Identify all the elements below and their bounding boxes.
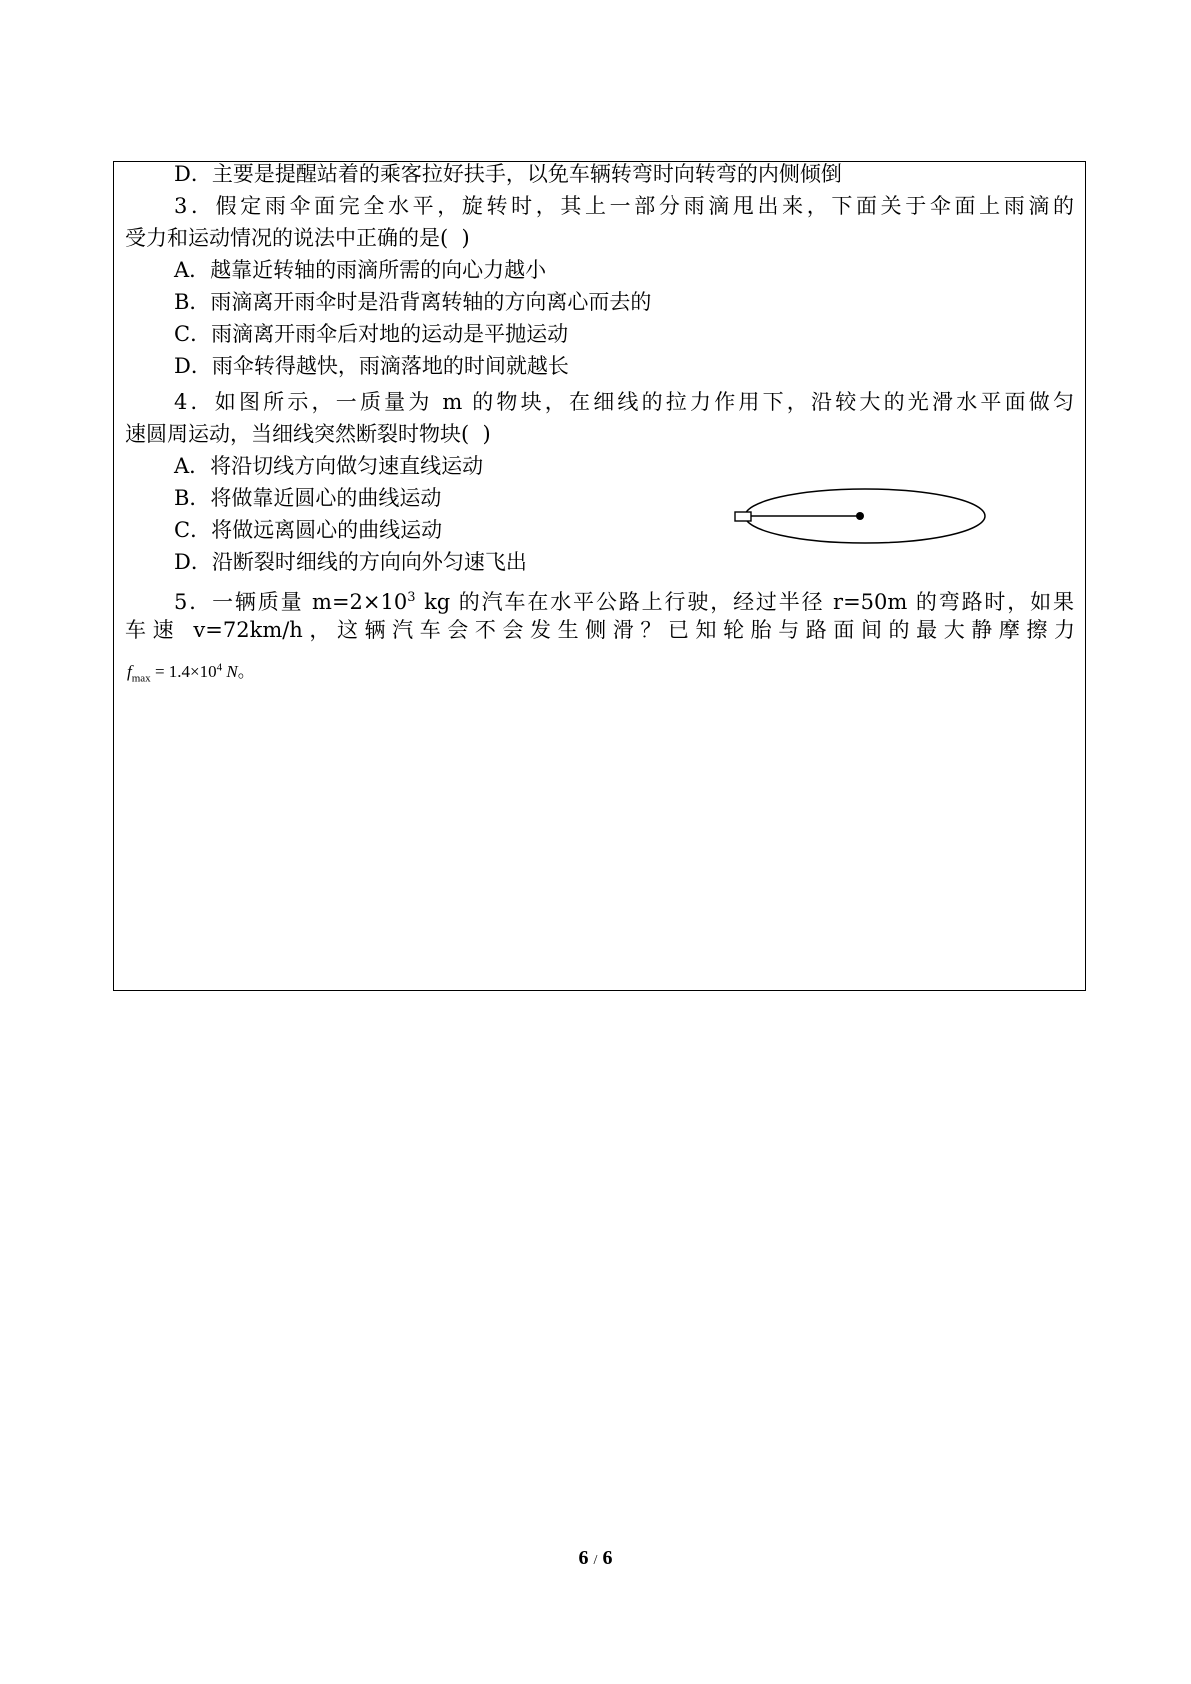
prev-option-d: D．主要是提醒站着的乘客拉好扶手，以免车辆转弯时向转弯的内侧倾倒 bbox=[174, 162, 842, 186]
block-mass bbox=[735, 512, 751, 521]
page-total: 6 bbox=[602, 1547, 613, 1569]
q3-stem-line1: 3．假定雨伞面完全水平，旋转时，其上一部分雨滴甩出来，下面关于伞面上雨滴的 bbox=[174, 194, 1074, 218]
circular-motion-figure bbox=[730, 486, 990, 546]
friction-formula bbox=[127, 657, 255, 684]
formula-unit: N bbox=[226, 662, 238, 681]
q4-option-b: B．将做靠近圆心的曲线运动 bbox=[174, 486, 442, 510]
q3-stem-line2: 受力和运动情况的说法中正确的是( ) bbox=[125, 226, 470, 250]
formula-symbol: f bbox=[127, 662, 132, 681]
q4-stem-line1: 4．如图所示，一质量为 m 的物块，在细线的拉力作用下，沿较大的光滑水平面做匀 bbox=[174, 390, 1074, 414]
q4-option-c: C．将做远离圆心的曲线运动 bbox=[174, 518, 443, 542]
q4-option-d: D．沿断裂时细线的方向向外匀速飞出 bbox=[174, 550, 527, 574]
q3-option-b: B．雨滴离开雨伞时是沿背离转轴的方向离心而去的 bbox=[174, 290, 652, 314]
q3-option-d: D．雨伞转得越快，雨滴落地的时间就越长 bbox=[174, 354, 569, 378]
q5-stem-line1-part-a: 5．一辆质量 m=2×10 bbox=[174, 590, 408, 614]
q3-option-c: C．雨滴离开雨伞后对地的运动是平抛运动 bbox=[174, 322, 569, 346]
q4-option-a: A．将沿切线方向做匀速直线运动 bbox=[174, 454, 484, 478]
page-separator: / bbox=[593, 1553, 598, 1568]
center-point bbox=[856, 512, 864, 520]
formula-subscript: max bbox=[131, 672, 151, 685]
formula-end: 。 bbox=[237, 662, 255, 681]
q5-stem-line1-part-b: kg 的汽车在水平公路上行驶，经过半径 r=50m 的弯路时，如果 bbox=[415, 590, 1074, 614]
q5-stem-line1 bbox=[174, 582, 1074, 618]
q5-mass-exponent: 3 bbox=[407, 590, 416, 605]
page-number bbox=[0, 1547, 1191, 1570]
page-current: 6 bbox=[578, 1547, 589, 1569]
formula-value: = 1.4×10 bbox=[150, 662, 217, 681]
formula-exponent: 4 bbox=[216, 661, 223, 674]
q3-option-a: A．越靠近转轴的雨滴所需的向心力越小 bbox=[174, 258, 547, 282]
q5-stem-line2: 车速 v=72km/h，这辆汽车会不会发生侧滑？已知轮胎与路面间的最大静摩擦力 bbox=[125, 618, 1075, 642]
q4-stem-line2: 速圆周运动，当细线突然断裂时物块( ) bbox=[125, 422, 491, 446]
